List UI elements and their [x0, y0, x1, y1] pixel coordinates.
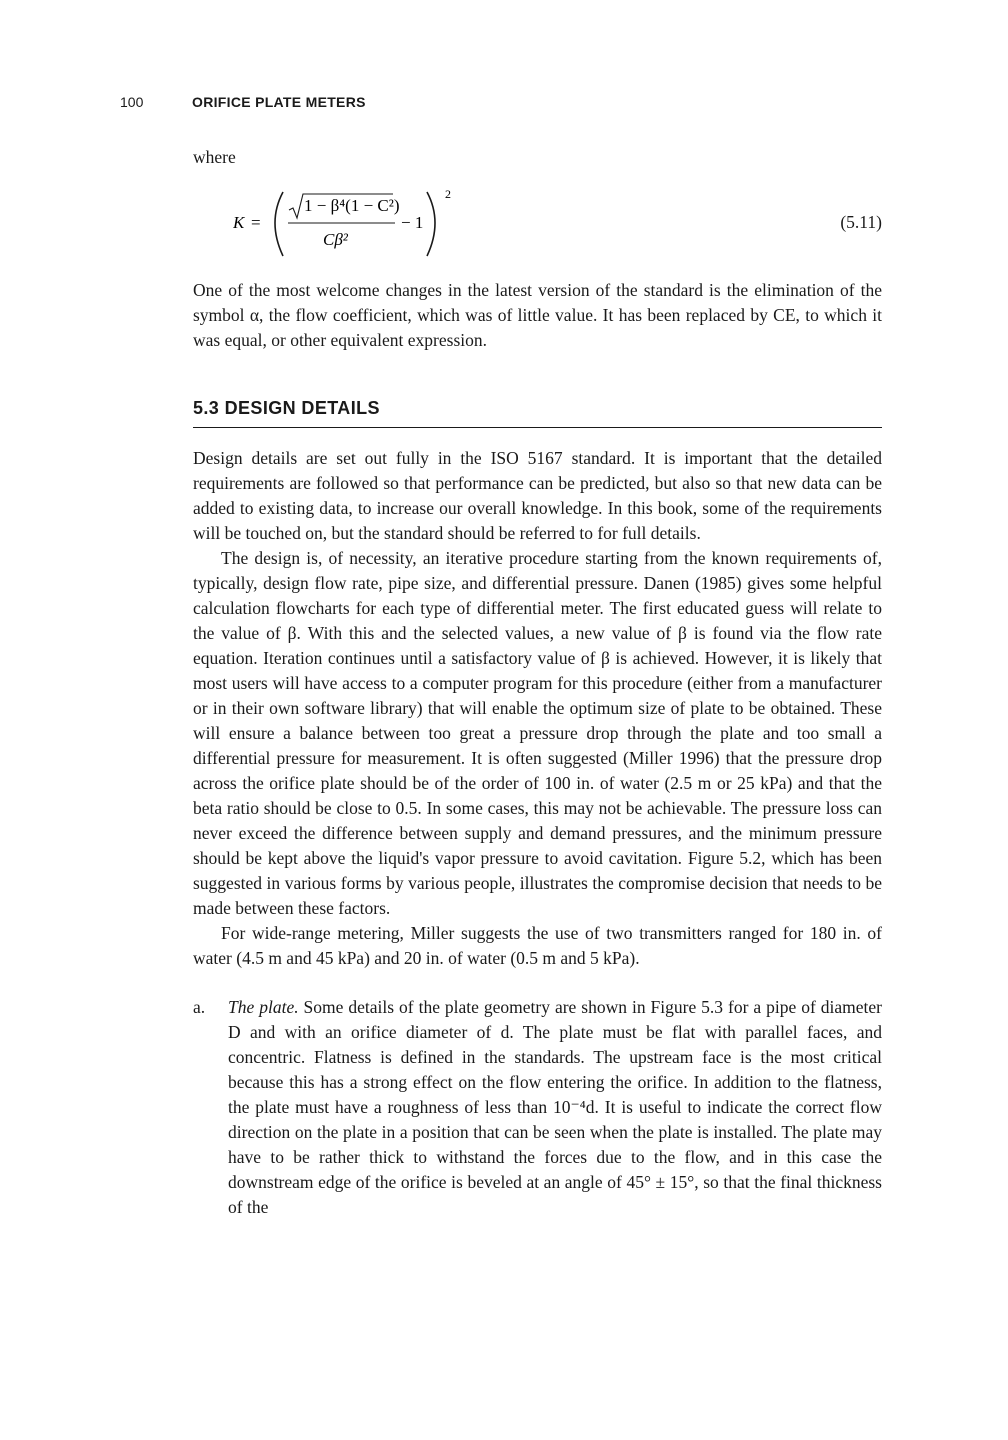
- running-header: [120, 94, 880, 114]
- list-item-plate: [193, 995, 882, 1220]
- left-paren: [275, 192, 283, 256]
- running-title: ORIFICE PLATE METERS: [192, 94, 366, 110]
- equation-radicand: 1 − β⁴(1 − C²): [304, 196, 400, 215]
- page-number: 100: [120, 94, 144, 110]
- intro-paragraph: One of the most welcome changes in the latest version of the standard is the elimination of the symbol α, the flow coefficient, which was of little value. It has been replaced by CE, to which it was equal, or other equivalent expression.: [193, 280, 882, 350]
- spacer: [193, 971, 882, 995]
- section-heading-block: [193, 397, 882, 428]
- equation-denominator: Cβ²: [323, 230, 348, 249]
- equation-formula: [233, 184, 533, 262]
- section-heading: 5.3 DESIGN DETAILS: [193, 398, 380, 418]
- section-divider: [193, 427, 882, 428]
- equation-lhs: K: [233, 213, 245, 232]
- equation-minus-one: − 1: [401, 213, 424, 232]
- equation-exponent: 2: [445, 187, 451, 201]
- paragraph-design-details: Design details are set out fully in the ISO 5167 standard. It is important that the detailed requirements are followed so that performance can be predicted, but also so that new data can be added to existing data, to increase our overall knowledge. In this book, some of the requirements will be touched on, but the standard should be referred to for full details.: [193, 448, 882, 543]
- where-label: where: [193, 147, 236, 167]
- paragraph-iterative-procedure: The design is, of necessity, an iterative procedure starting from the known requirements of, typically, design flow rate, pipe size, and differential pressure. Danen (1985) gives some helpful calculation flowcharts for each type of differential meter. The first educated guess will relate to the value of β. With this and the selected values, a new value of β is found via the flow rate equation. Iteration continues until a satisfactory value of β is achieved. However, it is likely that most users will have access to a computer program for this procedure (either from a manufacturer or in their own software library) that will enable the optimum size of plate to be obtained. These will ensure a balance between too great a pressure drop through the plate and too small a differential pressure for measurement. It is often suggested (Miller 1996) that the pressure drop across the orifice plate should be of the order of 100 in. of water (2.5 m or 25 kPa) and that the beta ratio should be close to 0.5. In some cases, this may not be achievable. The pressure loss can never exceed the difference between supply and demand pressures, and the minimum pressure should be kept above the liquid's vapor pressure to avoid cavitation. Figure 5.2, which has been suggested in various forms by various people, illustrates the compromise decision that needs to be made between these factors.: [193, 548, 882, 918]
- paragraph-wide-range: For wide-range metering, Miller suggests the use of two transmitters ranged for 180 in. of water (4.5 m and 45 kPa) and 20 in. of water (0.5 m and 5 kPa).: [193, 923, 882, 968]
- list-item-text: Some details of the plate geometry are shown in Figure 5.3 for a pipe of diameter D and with an orifice diameter of d. The plate must be flat with parallel faces, and concentric. Flatness is defined in the standards. The upstream face is the most critical because this has a strong effect on the flow entering the orifice. In addition to the flatness, the plate must have a roughness of less than 10⁻⁴d. It is useful to indicate the correct flow direction on the plate in a position that can be seen when the plate is installed. The plate may have to be rather thick to withstand the forces due to the flow, and in this case the downstream edge of the orifice is beveled at an angle of 45° ± 15°, so that the final thickness of the: [228, 997, 882, 1217]
- list-marker: a.: [193, 997, 206, 1017]
- right-paren: [427, 192, 435, 256]
- equation-equals: =: [251, 213, 261, 232]
- equation-number: (5.11): [840, 212, 882, 232]
- list-item-lead: The plate.: [228, 997, 299, 1017]
- equation-5-11: [193, 184, 882, 262]
- page-body: [193, 145, 882, 1220]
